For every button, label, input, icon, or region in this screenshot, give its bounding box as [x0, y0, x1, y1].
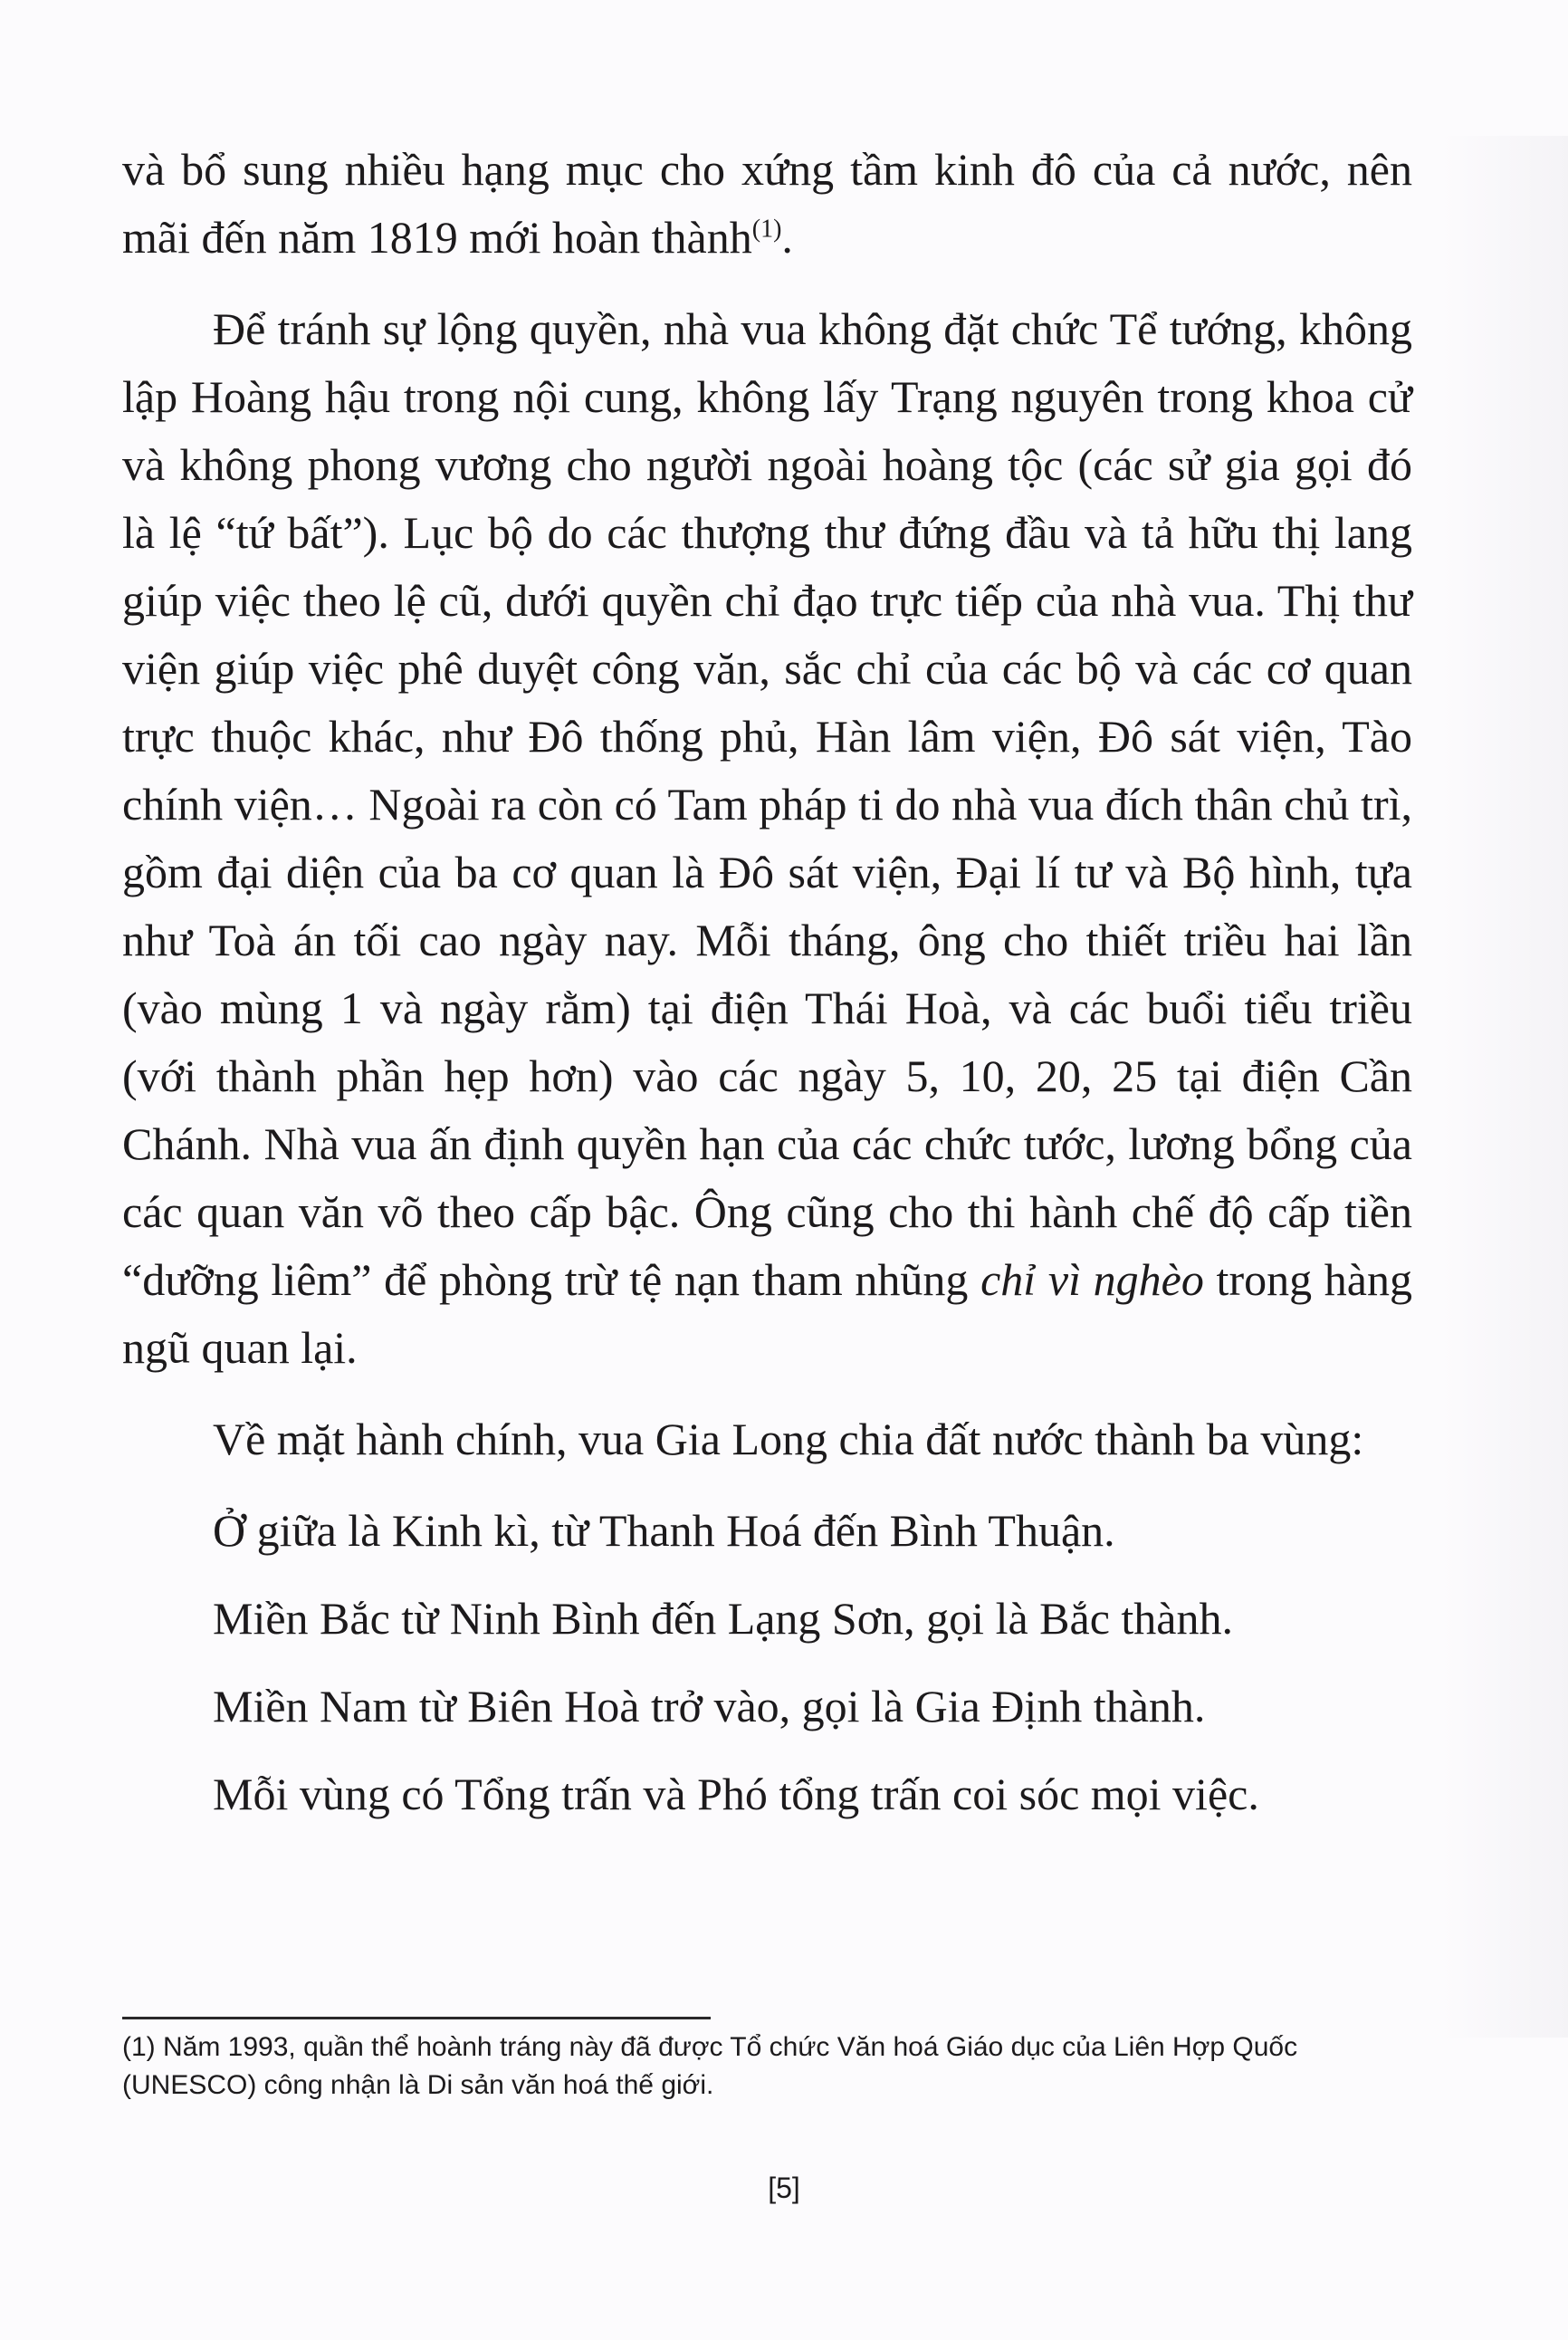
footnote-divider	[122, 2017, 711, 2019]
paragraph-region-south: Miền Nam từ Biên Hoà trở vào, gọi là Gia Định thành.	[213, 1681, 1206, 1731]
body-text	[122, 136, 1412, 1848]
paragraph-continuation	[122, 136, 1412, 272]
paragraph-region-north: Miền Bắc từ Ninh Bình đến Lạng Sơn, gọi là Bắc thành.	[213, 1593, 1233, 1644]
footnote-reference: (1)	[751, 215, 782, 244]
show-through-shadow	[1441, 136, 1568, 2038]
footnote: (1) Năm 1993, quần thể hoành tráng này đã được Tổ chức Văn hoá Giáo dục của Liên Hợp Quốc (UNESCO) công nhận là Di sản văn hoá thế giới.	[122, 2032, 1298, 2100]
paragraph-2-emphasis: chỉ vì nghèo	[980, 1254, 1204, 1305]
page-number: [5]	[768, 2172, 800, 2204]
paragraph-2-end: trong hàng ngũ quan lại.	[122, 1254, 1412, 1373]
paragraph-1-text: và bổ sung nhiều hạng mục cho xứng tầm kinh đô của cả nước, nên mãi đến năm 1819 mới hoàn thành	[122, 144, 1412, 263]
paragraph-government	[122, 295, 1412, 1382]
paragraph-1-end: .	[781, 212, 793, 263]
paragraph-2-text: Để tránh sự lộng quyền, nhà vua không đặt chức Tể tướng, không lập Hoàng hậu trong nội cung, không lấy Trạng nguyên trong khoa cử và không phong vương cho người ngoài hoàng tộc (các sử gia gọi đó là lệ “tứ bất”). Lục bộ do các thượng thư đứng đầu và tả hữu thị lang giúp việc theo lệ cũ, dưới quyền chỉ đạo trực tiếp của nhà vua. Thị thư viện giúp việc phê duyệt công văn, sắc chỉ của các bộ và các cơ quan trực thuộc khác, như Đô thống phủ, Hàn lâm viện, Đô sát viện, Tào chính viện… Ngoài ra còn có Tam pháp ti do nhà vua đích thân chủ trì, gồm đại diện của ba cơ quan là Đô sát viện, Đại lí tư và Bộ hình, tựa như Toà án tối cao ngày nay. Mỗi tháng, ông cho thiết triều hai lần (vào mùng 1 và ngày rằm) tại điện Thái Hoà, và các buổi tiểu triều (với thành phần hẹp hơn) vào các ngày 5, 10, 20, 25 tại điện Cần Chánh. Nhà vua ấn định quyền hạn của các chức tước, lương bổng của các quan văn võ theo cấp bậc. Ông cũng cho thi hành chế độ cấp tiền “dưỡng liêm” để phòng trừ tệ nạn tham nhũng	[122, 303, 1412, 1305]
paragraph-administration: Về mặt hành chính, vua Gia Long chia đất nước thành ba vùng:	[213, 1414, 1364, 1464]
paragraph-region-central: Ở giữa là Kinh kì, từ Thanh Hoá đến Bình Thuận.	[213, 1505, 1115, 1556]
paragraph-region-governors: Mỗi vùng có Tổng trấn và Phó tổng trấn coi sóc mọi việc.	[213, 1769, 1259, 1819]
